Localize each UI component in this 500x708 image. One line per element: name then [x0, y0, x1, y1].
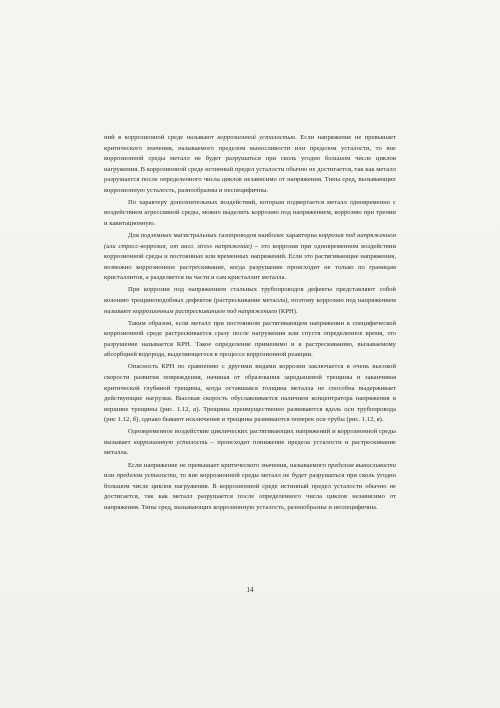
paragraph-text: Одновременное воздействие циклических растягивающих напряжений и коррозионной среды вызывает — [104, 428, 396, 446]
paragraph-text: Таким образом, если металл при постоянном растягивающем напряжении в специфической коррозионной среде растрескивается сразу после нагружения или спустя определенное время, это разрушение называется КРН. Такое определение применимо и к растрескиванию, вызываемому абсорбцией водорода, выделяющегося в процессе коррозионной реакции. — [104, 319, 396, 359]
paragraph — [104, 285, 396, 317]
paragraph-text: При коррозии под напряжением стальных трубопроводов дефекты представляют собой колонию трещиноподобных дефектов (растрескивание металла), поэтому коррозию под напряжением называют — [104, 286, 396, 315]
italic-term: коррозионной усталостью — [217, 134, 296, 141]
italic-term: б — [132, 416, 136, 424]
paragraph-text: , то вне коррозионной среды металл не будет разрушаться при сколь угодно большом числе циклов нагружения. В коррозионной среде истинный предел усталости обычно не достигается, так как металл разрушается после определенного числа циклов независимо от напряжения. Типы сред, вызывающих коррозионную усталость, разнообразны и неспецифичны. — [104, 472, 397, 511]
paragraph-text: Если напряжение не превышает критического значения, называемого — [128, 461, 328, 469]
paragraph — [104, 198, 396, 230]
italic-term: коррозия под напряжением (или стресс-коррозия, от англ. stress напряжение) — [104, 232, 397, 250]
italic-term: коррозионную усталость — [133, 438, 208, 446]
italic-term: а — [193, 405, 197, 413]
italic-term: в — [376, 416, 380, 424]
paragraph-text: – происходит понижение предела усталости и растрескивание металла. — [104, 438, 396, 457]
paragraph-text: Опасность КРН по сравнению с другими видами коррозии заключается в очень высокой скорости развития повреждения, начиная от образования зародышевой трещины и заканчивая критической глубиной трещины, когда оставшаяся толщина металла не способна выдерживает действующие нагрузки. Высокая скорость обуславливается наличием концентратора напряжения в вершине трещины (рис. 1.12, — [104, 363, 396, 413]
paragraph-text: По характеру дополнительных воздействий, которым подвергается металл одновременно с воздействием агрессивной среды, можно выделить коррозию под напряжением, коррозию при трении и кавитационную. — [104, 198, 396, 227]
paragraph — [104, 362, 396, 425]
paragraph-text: Для подземных магистральных газопроводов наиболее характерна — [128, 232, 319, 240]
paragraph — [104, 461, 396, 514]
paragraph-text: (КРН). — [277, 307, 298, 315]
page-number: 14 — [246, 586, 254, 594]
paragraph-text: . Если напряжение не превышает критического значения, называемого пределом выносливости или пределом усталости, то вне коррозионной среды металл не будет разрушаться при сколь угодно большом числе циклов нагружения. В коррозионной среде истинный предел усталости обычно не достигается, так как металл разрушается после определенного числа циклов независимо от напряжения. Типы сред, вызывающих коррозионную усталость, разнообразны и неспецифичны. — [104, 134, 397, 194]
paragraph-text: ). Трещины преимущественно развиваются вдоль оси трубопровода (рис 1.12, — [104, 405, 396, 424]
paragraph-text: ний в коррозионной среде называют — [104, 134, 218, 141]
italic-term: коррозионным растрескиванием под напряжением — [133, 307, 278, 315]
italic-term: пределом выносливости — [327, 461, 396, 469]
paragraph-text: ). — [379, 416, 384, 424]
italic-term: пределом усталости — [116, 472, 177, 480]
paragraph — [104, 231, 396, 284]
paragraph — [104, 133, 396, 196]
paragraph-text: – это коррозия при одновременном воздействии коррозионной среды и постоянных или временных напряжений. Если это растягивающие напряжения, возможно коррозионное растрескивание, когда разрушение происходит не только по границам кристаллитов, а разделяется на части и сам кристаллит металла. — [104, 242, 396, 282]
paragraph-text: или — [104, 472, 117, 480]
paragraph — [104, 427, 396, 459]
paragraph — [104, 319, 396, 361]
paragraph-text: ), однако бывают исключения и трещины развиваются поперек оси трубы (рис. 1.12, — [136, 416, 377, 424]
body-text — [104, 133, 396, 513]
